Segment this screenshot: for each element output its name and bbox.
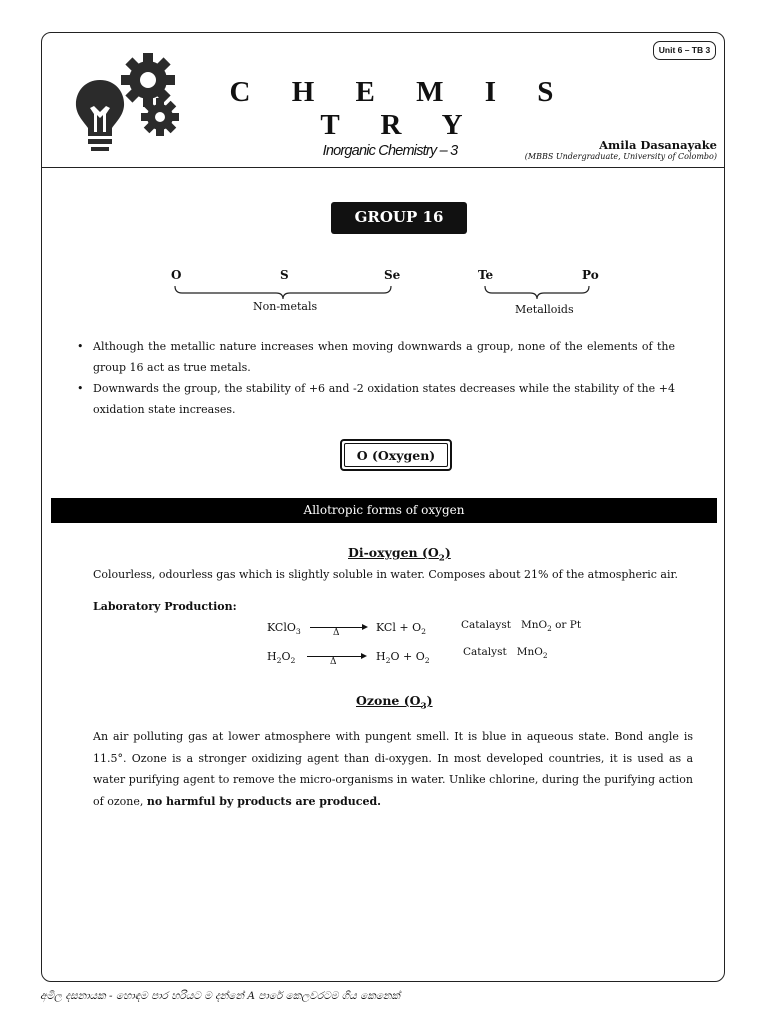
metalloids-label: Metalloids: [515, 303, 574, 316]
eq1-reactant: KClO$_3$: [267, 621, 301, 637]
eq1-catalyst: Catalayst MnO$_2$ or Pt: [461, 619, 582, 634]
lab-production-label: Laboratory Production:: [93, 600, 237, 613]
oxygen-box: [340, 439, 452, 471]
footer-quote: අමිල දසනායක - හොඳම පාර හරියට ම දන්නේ A පාරේ කෙලවරටම ගිය කෙනෙක්: [40, 990, 400, 1002]
list-item: • Although the metallic nature increases when moving downwards a group, none of the elements of the group 16 act as true metals.: [75, 336, 675, 378]
unit-badge: Unit 6 – TB 3: [653, 41, 716, 60]
dioxygen-heading: Di-oxygen $(O_2)$: [348, 545, 451, 564]
nonmetals-label: Non-metals: [253, 300, 318, 313]
metalloids-brace: [482, 284, 592, 302]
eq2-delta: Δ: [330, 657, 337, 667]
dioxygen-description: Colourless, odourless gas which is slightly soluble in water. Composes about 21% of the atmospheric air.: [93, 568, 679, 581]
element-s: S: [280, 268, 289, 282]
group-badge: GROUP 16: [331, 202, 467, 234]
ozone-description: An air polluting gas at lower atmosphere with pungent smell. It is blue in aqueous state. Bond angle is 11.5°. Ozone is a stronger oxidizing agent than di-oxygen. In most developed countries, it is used as a water purifying agent to remove the micro-organisms in water. Unlike chlorine, during the purifying action of ozone, no harmful by products are produced.: [93, 730, 693, 808]
eq2-catalyst: Catalyst MnO$_2$: [463, 646, 548, 661]
oxygen-box-label: O (Oxygen): [344, 443, 448, 467]
element-se: Se: [384, 268, 401, 282]
group-facts-list: [75, 336, 675, 420]
list-item: • Downwards the group, the stability of +6 and -2 oxidation states decreases while the stability of the +4 oxidation state increases.: [75, 378, 675, 420]
eq1-product: KCl + $O_2$: [376, 621, 426, 637]
eq2-product: $H_2O + O_2$: [376, 650, 430, 666]
document-title: C H E M I S T R Y: [229, 76, 571, 141]
eq1-delta: Δ: [333, 628, 340, 638]
ozone-heading: Ozone $(O_3)$: [356, 693, 433, 712]
lightbulb-gears-icon: [70, 50, 185, 158]
element-o: O: [171, 268, 182, 282]
element-te: Te: [478, 268, 494, 282]
document-subtitle: Inorganic Chemistry – 3: [322, 143, 458, 159]
author-affiliation: (MBBS Undergraduate, University of Colombo): [524, 152, 717, 161]
allotropes-band: Allotropic forms of oxygen: [51, 498, 717, 523]
header-divider: [42, 167, 725, 168]
eq2-reactant: $H_2O_2$: [267, 650, 296, 666]
element-po: Po: [582, 268, 599, 282]
author-name: Amila Dasanayake: [599, 138, 717, 152]
